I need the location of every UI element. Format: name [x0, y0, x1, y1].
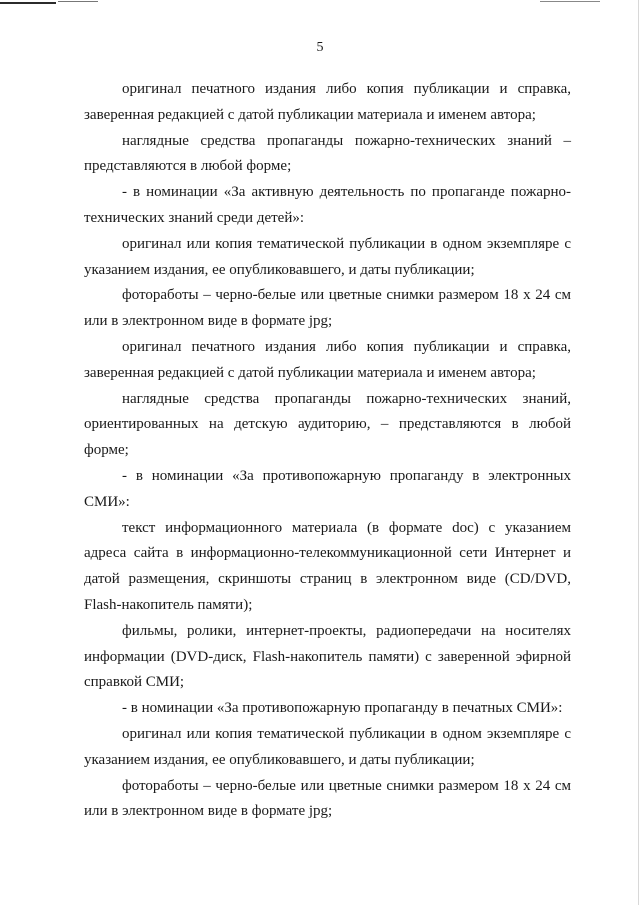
page-number: 5 [316, 40, 324, 55]
paragraph: оригинал или копия тематической публикации в одном экземпляре с указанием издания, ее опубликовавшего, и даты публикации; [84, 725, 571, 768]
paragraph: текст информационного материала (в формате doc) с указанием адреса сайта в информационно-телекоммуникационной сети Интернет и датой размещения, скриншоты страниц в электронном виде (CD/DVD, Flash-накопитель памяти); [84, 519, 571, 613]
paragraph: фоторaботы – черно-белые или цветные снимки размером 18 х 24 см или в электронном виде в формате jpg; [84, 777, 571, 820]
paragraph: фильмы, ролики, интернет-проекты, радиопередачи на носителях информации (DVD-диск, Flash-накопитель памяти) с заверенной эфирной справкой СМИ; [84, 622, 571, 691]
scan-edge-line [638, 0, 639, 905]
paragraph: оригинал печатного издания либо копия публикации и справка, заверенная редакцией с датой публикации материала и именем автора; [84, 338, 571, 381]
scan-edge-mark [0, 2, 56, 4]
scan-edge-mark [58, 1, 98, 2]
document-body [84, 77, 571, 825]
paragraph: - в номинации «За противопожарную пропаганду в печатных СМИ»: [122, 700, 563, 717]
paragraph: наглядные средства пропаганды пожарно-технических знаний – представляются в любой форме; [84, 132, 571, 175]
scan-edge-mark [540, 1, 600, 2]
paragraph: оригинал или копия тематической публикации в одном экземпляре с указанием издания, ее опубликовавшего, и даты публикации; [84, 235, 571, 278]
paragraph: - в номинации «За противопожарную пропаганду в электронных СМИ»: [84, 467, 571, 510]
paragraph: - в номинации «За активную деятельность по пропаганде пожарно-технических знаний среди детей»: [84, 184, 571, 226]
paragraph: фоторaботы – черно-белые или цветные снимки размером 18 х 24 см или в электронном виде в формате jpg; [84, 287, 571, 330]
paragraph: оригинал печатного издания либо копия публикации и справка, заверенная редакцией с датой публикации материала и именем автора; [84, 81, 571, 123]
paragraph: наглядные средства пропаганды пожарно-технических знаний, ориентированных на детскую аудиторию, – представляются в любой форме; [84, 390, 571, 459]
